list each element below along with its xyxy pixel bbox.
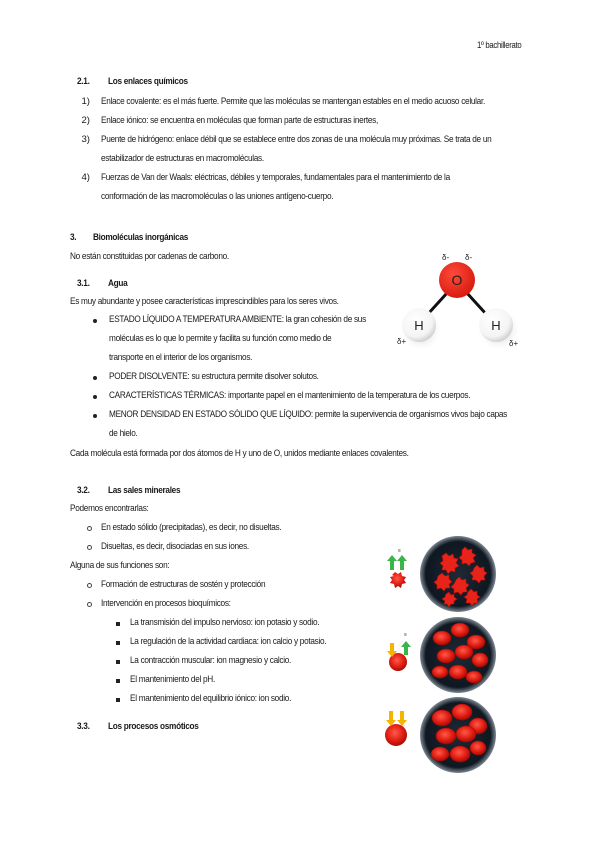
osmosis-blood-cells-illustration xyxy=(380,530,500,780)
list-item-text: conformación de las macromoléculas o las uniones antígeno-cuerpo. xyxy=(101,191,334,202)
sub-bullet-text: La contracción muscular: ion magnesio y calcio. xyxy=(130,655,292,666)
bullet-text: de hielo. xyxy=(109,428,138,439)
square-bullet-icon xyxy=(116,641,120,645)
section-3-1-closing: Cada molécula está formada por dos átomos de H y uno de O, unidos mediante enlaces covalentes. xyxy=(70,448,409,459)
delta-negative-label: δ- xyxy=(465,253,473,262)
section-3-2-title: Las sales minerales xyxy=(108,485,181,496)
bullet-text: En estado sólido (precipitadas), es decir, no disueltas. xyxy=(101,522,282,533)
bullet-icon xyxy=(93,319,97,323)
sub-bullet-text: La transmisión del impulso nervioso: ion potasio y sodio. xyxy=(130,617,320,628)
svg-text:≡: ≡ xyxy=(404,632,407,638)
arrow-in-icon xyxy=(397,711,407,726)
sub-bullet-text: El mantenimiento del equilibrio iónico: ion sodio. xyxy=(130,693,292,704)
oxygen-label: O xyxy=(451,272,463,288)
section-3-number: 3. xyxy=(70,232,77,243)
delta-negative-label: δ- xyxy=(442,253,450,262)
list-item-text: Puente de hidrógeno: enlace débil que se establece entre dos zonas de una molécula muy próximas. Se trata de un xyxy=(101,134,492,145)
sub-bullet-text: La regulación de la actividad cardiaca: ion calcio y potasio. xyxy=(130,636,327,647)
list-item-text: Fuerzas de Van der Waals: eléctricas, débiles y temporales, fundamentales para el mantenimiento de la xyxy=(101,172,450,183)
hydrogen-label: H xyxy=(414,318,424,333)
bullet-text: moléculas es lo que lo permite y facilita su función como medio de xyxy=(109,333,332,344)
bullet-text: transporte en el interior de los organismos. xyxy=(109,352,253,363)
functions-intro: Alguna de sus funciones son: xyxy=(70,560,170,571)
sub-bullet-text: El mantenimiento del pH. xyxy=(130,674,215,685)
circle-bullet-icon xyxy=(87,583,92,588)
section-3-1-title: Agua xyxy=(108,278,128,289)
list-item-text: Enlace covalente: es el más fuerte. Permite que las moléculas se mantengan estables en el medio acuoso celular. xyxy=(101,96,485,107)
arrow-in-icon xyxy=(386,711,396,726)
delta-positive-label: δ+ xyxy=(397,337,407,346)
list-number: 4) xyxy=(81,172,90,183)
list-item-text: Enlace iónico: se encuentra en moléculas que forman parte de estructuras inertes, xyxy=(101,115,378,126)
swollen-cell-icon xyxy=(385,724,407,746)
bullet-text: Disueltas, es decir, disociadas en sus iones. xyxy=(101,541,249,552)
section-3-title: Biomoléculas inorgánicas xyxy=(93,232,189,243)
bullet-icon xyxy=(93,414,97,418)
square-bullet-icon xyxy=(116,622,120,626)
square-bullet-icon xyxy=(116,660,120,664)
arrow-out-icon xyxy=(401,641,411,655)
bullet-icon xyxy=(93,376,97,380)
bullet-text: Formación de estructuras de sostén y protección xyxy=(101,579,266,590)
section-2-1-title: Los enlaces químicos xyxy=(108,76,188,87)
circle-bullet-icon xyxy=(87,545,92,550)
list-number: 3) xyxy=(81,134,90,145)
section-3-2-intro: Podemos encontrarlas: xyxy=(70,503,149,514)
bullet-text: ESTADO LÍQUIDO A TEMPERATURA AMBIENTE: la gran cohesión de sus xyxy=(109,314,366,325)
bullet-icon xyxy=(93,395,97,399)
section-3-3-title: Los procesos osmóticos xyxy=(108,721,199,732)
bullet-text: MENOR DENSIDAD EN ESTADO SÓLIDO QUE LÍQUIDO: permite la supervivencia de organismos vivos bajo capas xyxy=(109,409,508,420)
list-number: 1) xyxy=(81,96,90,107)
section-3-1-intro: Es muy abundante y posee características imprescindibles para los seres vivos. xyxy=(70,296,339,307)
bullet-text: Intervención en procesos bioquímicos: xyxy=(101,598,231,609)
square-bullet-icon xyxy=(116,679,120,683)
crenated-cell-icon xyxy=(390,572,406,588)
circle-bullet-icon xyxy=(87,602,92,607)
course-label: 1º bachillerato xyxy=(477,40,522,50)
list-item-text: estabilizador de estructuras en macromoléculas. xyxy=(101,153,264,164)
bullet-text: CARACTERÍSTICAS TÉRMICAS: importante papel en el mantenimiento de la temperatura de los cuerpos. xyxy=(109,390,471,401)
delta-positive-label: δ+ xyxy=(509,339,519,348)
arrow-out-icon xyxy=(397,555,407,570)
water-molecule-diagram xyxy=(385,250,535,365)
svg-text:≡: ≡ xyxy=(398,548,401,554)
list-number: 2) xyxy=(81,115,90,126)
section-3-2-number: 3.2. xyxy=(77,485,90,496)
hydrogen-label: H xyxy=(491,318,501,333)
square-bullet-icon xyxy=(116,698,120,702)
section-3-1-number: 3.1. xyxy=(77,278,90,289)
section-3-3-number: 3.3. xyxy=(77,721,90,732)
section-3-intro: No están constituidas por cadenas de carbono. xyxy=(70,251,229,262)
bullet-text: PODER DISOLVENTE: su estructura permite disolver solutos. xyxy=(109,371,319,382)
circle-bullet-icon xyxy=(87,526,92,531)
arrow-out-icon xyxy=(387,555,397,570)
section-2-1-number: 2.1. xyxy=(77,76,90,87)
